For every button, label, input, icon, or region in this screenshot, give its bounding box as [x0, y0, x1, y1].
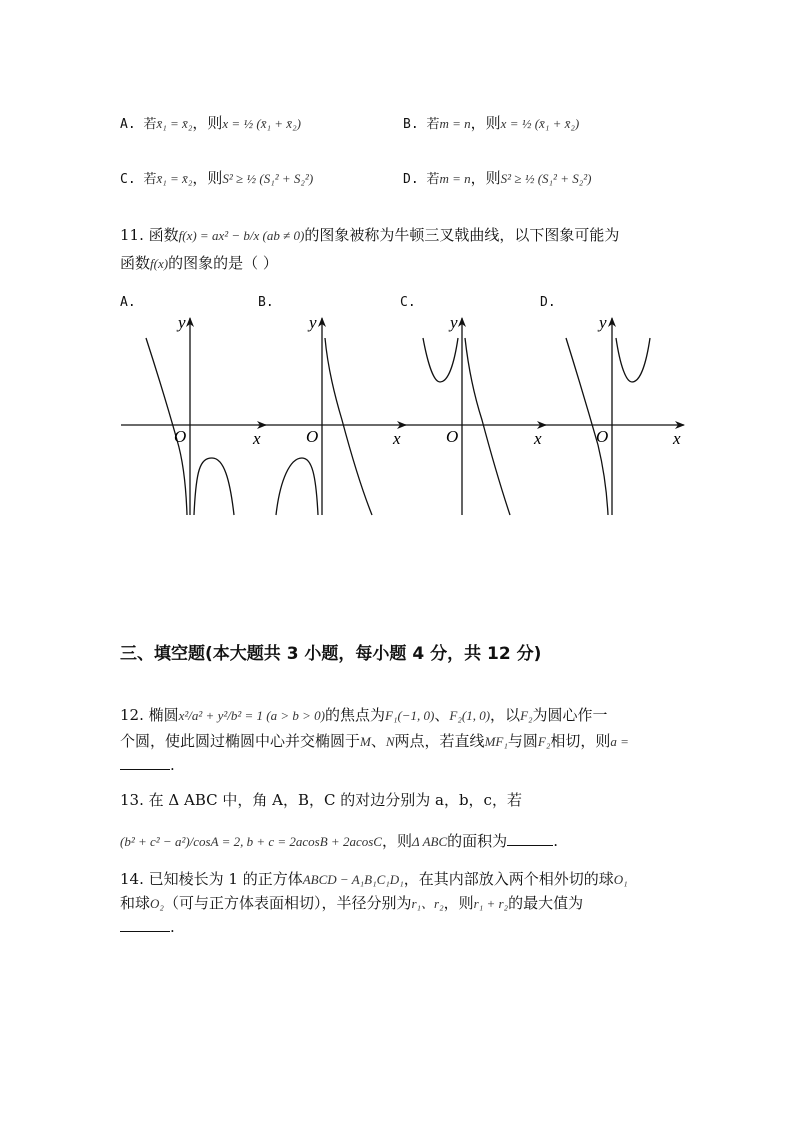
graph-c-y-label: y: [450, 313, 458, 332]
option-b-condition: m = n: [439, 116, 471, 131]
q11-line2-suffix: 的图象的是（ ）: [168, 254, 278, 272]
option-b-mid: ，则: [470, 114, 501, 132]
q14-line2a: 和球: [120, 894, 151, 912]
q12-line2a: 个圆，使此圆过椭圆中心并交椭圆于: [120, 732, 361, 750]
option-d-conclusion: S² ≥ ½ (S₁² + S₂²): [500, 171, 592, 186]
q14-end: .: [170, 918, 175, 936]
option-d-condition: m = n: [439, 171, 471, 186]
q12-focus-f1: F₁(−1, 0): [385, 708, 435, 723]
option-a-condition: x̄₁ = x̄₂: [156, 116, 193, 131]
q14-radii: r₁、r₂: [411, 896, 444, 911]
q12-ellipse-equation: x²/a² + y²/b² = 1 (a > b > 0): [178, 708, 325, 723]
graph-a-origin: O: [174, 427, 187, 446]
q11-function: f(x) = ax² − b/x (ab ≠ 0): [178, 228, 305, 243]
q12-circle-f2: F₂: [537, 734, 551, 749]
q14-line3: [120, 914, 175, 940]
q12-focus-f2: F₂(1, 0): [449, 708, 491, 723]
q14-line1b: ，在其内部放入两个相外切的球: [403, 870, 614, 888]
graph-c-origin: O: [446, 427, 459, 446]
q13-answer-blank[interactable]: [507, 831, 553, 846]
q14-line2d: 的最大值为: [508, 894, 584, 912]
graph-c-label: C.: [400, 295, 416, 310]
q13-formula: (b² + c² − a²)/cosA = 2, b + c = 2acosB + 2acosC: [120, 834, 382, 849]
q12-line2d: 相切，则: [550, 732, 611, 750]
q12-text2: ，以: [490, 706, 521, 724]
section-3-heading: 三、填空题(本大题共 3 小题，每小题 4 分，共 12 分): [120, 644, 542, 664]
q14-cube: ABCD − A₁B₁C₁D₁: [302, 872, 404, 887]
q11-graphs: [118, 310, 688, 520]
option-c-conclusion: S² ≥ ½ (S₁² + S₂²): [222, 171, 314, 186]
q12-line3: [120, 752, 175, 778]
q14-sphere-o2: O₂: [150, 896, 164, 911]
graph-c-right-branch: [465, 338, 510, 515]
graph-d-origin: O: [596, 427, 609, 446]
q14-sum: r₁ + r₂: [473, 896, 509, 911]
q11-prefix: 11. 函数: [120, 226, 179, 244]
q12-line2b: 两点，若直线: [394, 732, 485, 750]
graph-c-x-label: x: [534, 429, 542, 448]
q11-line2: [120, 250, 278, 277]
graph-a-x-label: x: [253, 429, 261, 448]
q12-end: .: [170, 756, 175, 774]
q14-line2b: （可与正方体表面相切），半径分别为: [163, 894, 412, 912]
q14-line1: [120, 866, 628, 893]
q14-sphere-o1: O₁: [613, 872, 628, 887]
option-b-label: B. 若: [403, 117, 440, 132]
q12-text3: 为圆心作一: [532, 706, 608, 724]
option-d-mid: ，则: [470, 169, 501, 187]
q13-triangle: Δ ABC: [411, 834, 448, 849]
graph-b-left-branch: [276, 458, 318, 515]
q12-answer-blank[interactable]: [120, 755, 170, 770]
q14-line2: [120, 890, 583, 917]
graph-b-y-label: y: [309, 313, 317, 332]
option-b-conclusion: x = ½ (x̄₁ + x̄₂): [500, 116, 580, 131]
q13-end-text: 的面积为: [447, 832, 508, 850]
q12-a-equals: a =: [610, 734, 629, 749]
graph-b-origin: O: [306, 427, 319, 446]
graph-b-x-label: x: [393, 429, 401, 448]
graph-d-label: D.: [540, 295, 556, 310]
q10-option-d: [403, 167, 591, 188]
q13-end: .: [553, 832, 558, 850]
q12-line1: [120, 702, 608, 729]
option-a-conclusion: x = ½ (x̄₁ + x̄₂): [222, 116, 301, 131]
graph-c: [400, 313, 546, 515]
q13-mid: ，则: [381, 832, 412, 850]
graph-b-label: B.: [258, 295, 274, 310]
graph-d-right-branch: [616, 338, 650, 382]
q12-point-n: N: [385, 734, 395, 749]
graph-d: [540, 313, 684, 515]
q12-line2: [120, 728, 629, 755]
q11-line2-prefix: 函数: [120, 254, 151, 272]
q12-f2-center: F₂: [520, 708, 533, 723]
q12-line2c: 与圆: [507, 732, 538, 750]
graph-b-right-branch: [325, 338, 372, 515]
graph-c-left-branch: [423, 338, 458, 382]
q11-line1-suffix: 的图象被称为牛顿三叉戟曲线，以下图象可能为: [304, 226, 620, 244]
q14-line2c: ，则: [443, 894, 474, 912]
q11-line1: [120, 222, 619, 249]
graph-d-x-label: x: [673, 429, 681, 448]
option-c-condition: x̄₁ = x̄₂: [156, 171, 193, 186]
option-a-label: A. 若: [120, 117, 157, 132]
q10-option-b: [403, 112, 579, 133]
q12-sep2: 、: [370, 732, 386, 750]
q12-prefix: 12. 椭圆: [120, 706, 179, 724]
graph-a: [121, 313, 266, 515]
option-c-label: C. 若: [120, 172, 157, 187]
graph-a-right-branch: [194, 458, 234, 515]
graph-a-y-label: y: [178, 313, 186, 332]
option-d-label: D. 若: [403, 172, 440, 187]
q13-line1: 13. 在 Δ ABC 中，角 A，B，C 的对边分别为 a，b，c，若: [120, 791, 522, 809]
q12-line-mf1: MF₁: [484, 734, 508, 749]
graph-d-y-label: y: [599, 313, 607, 332]
q10-option-a: [120, 112, 301, 133]
q12-text1: 的焦点为: [324, 706, 385, 724]
q14-line1a: 14. 已知棱长为 1 的正方体: [120, 870, 303, 888]
q12-sep: 、: [434, 706, 450, 724]
option-c-mid: ，则: [192, 169, 223, 187]
q14-answer-blank[interactable]: [120, 917, 170, 932]
q13-line2: [120, 828, 558, 855]
graph-b: [258, 313, 406, 515]
graph-a-label: A.: [120, 295, 136, 310]
q10-option-c: [120, 167, 313, 188]
q11-function-ref: f(x): [150, 256, 169, 271]
q12-point-m: M: [360, 734, 371, 749]
option-a-mid: ，则: [192, 114, 223, 132]
